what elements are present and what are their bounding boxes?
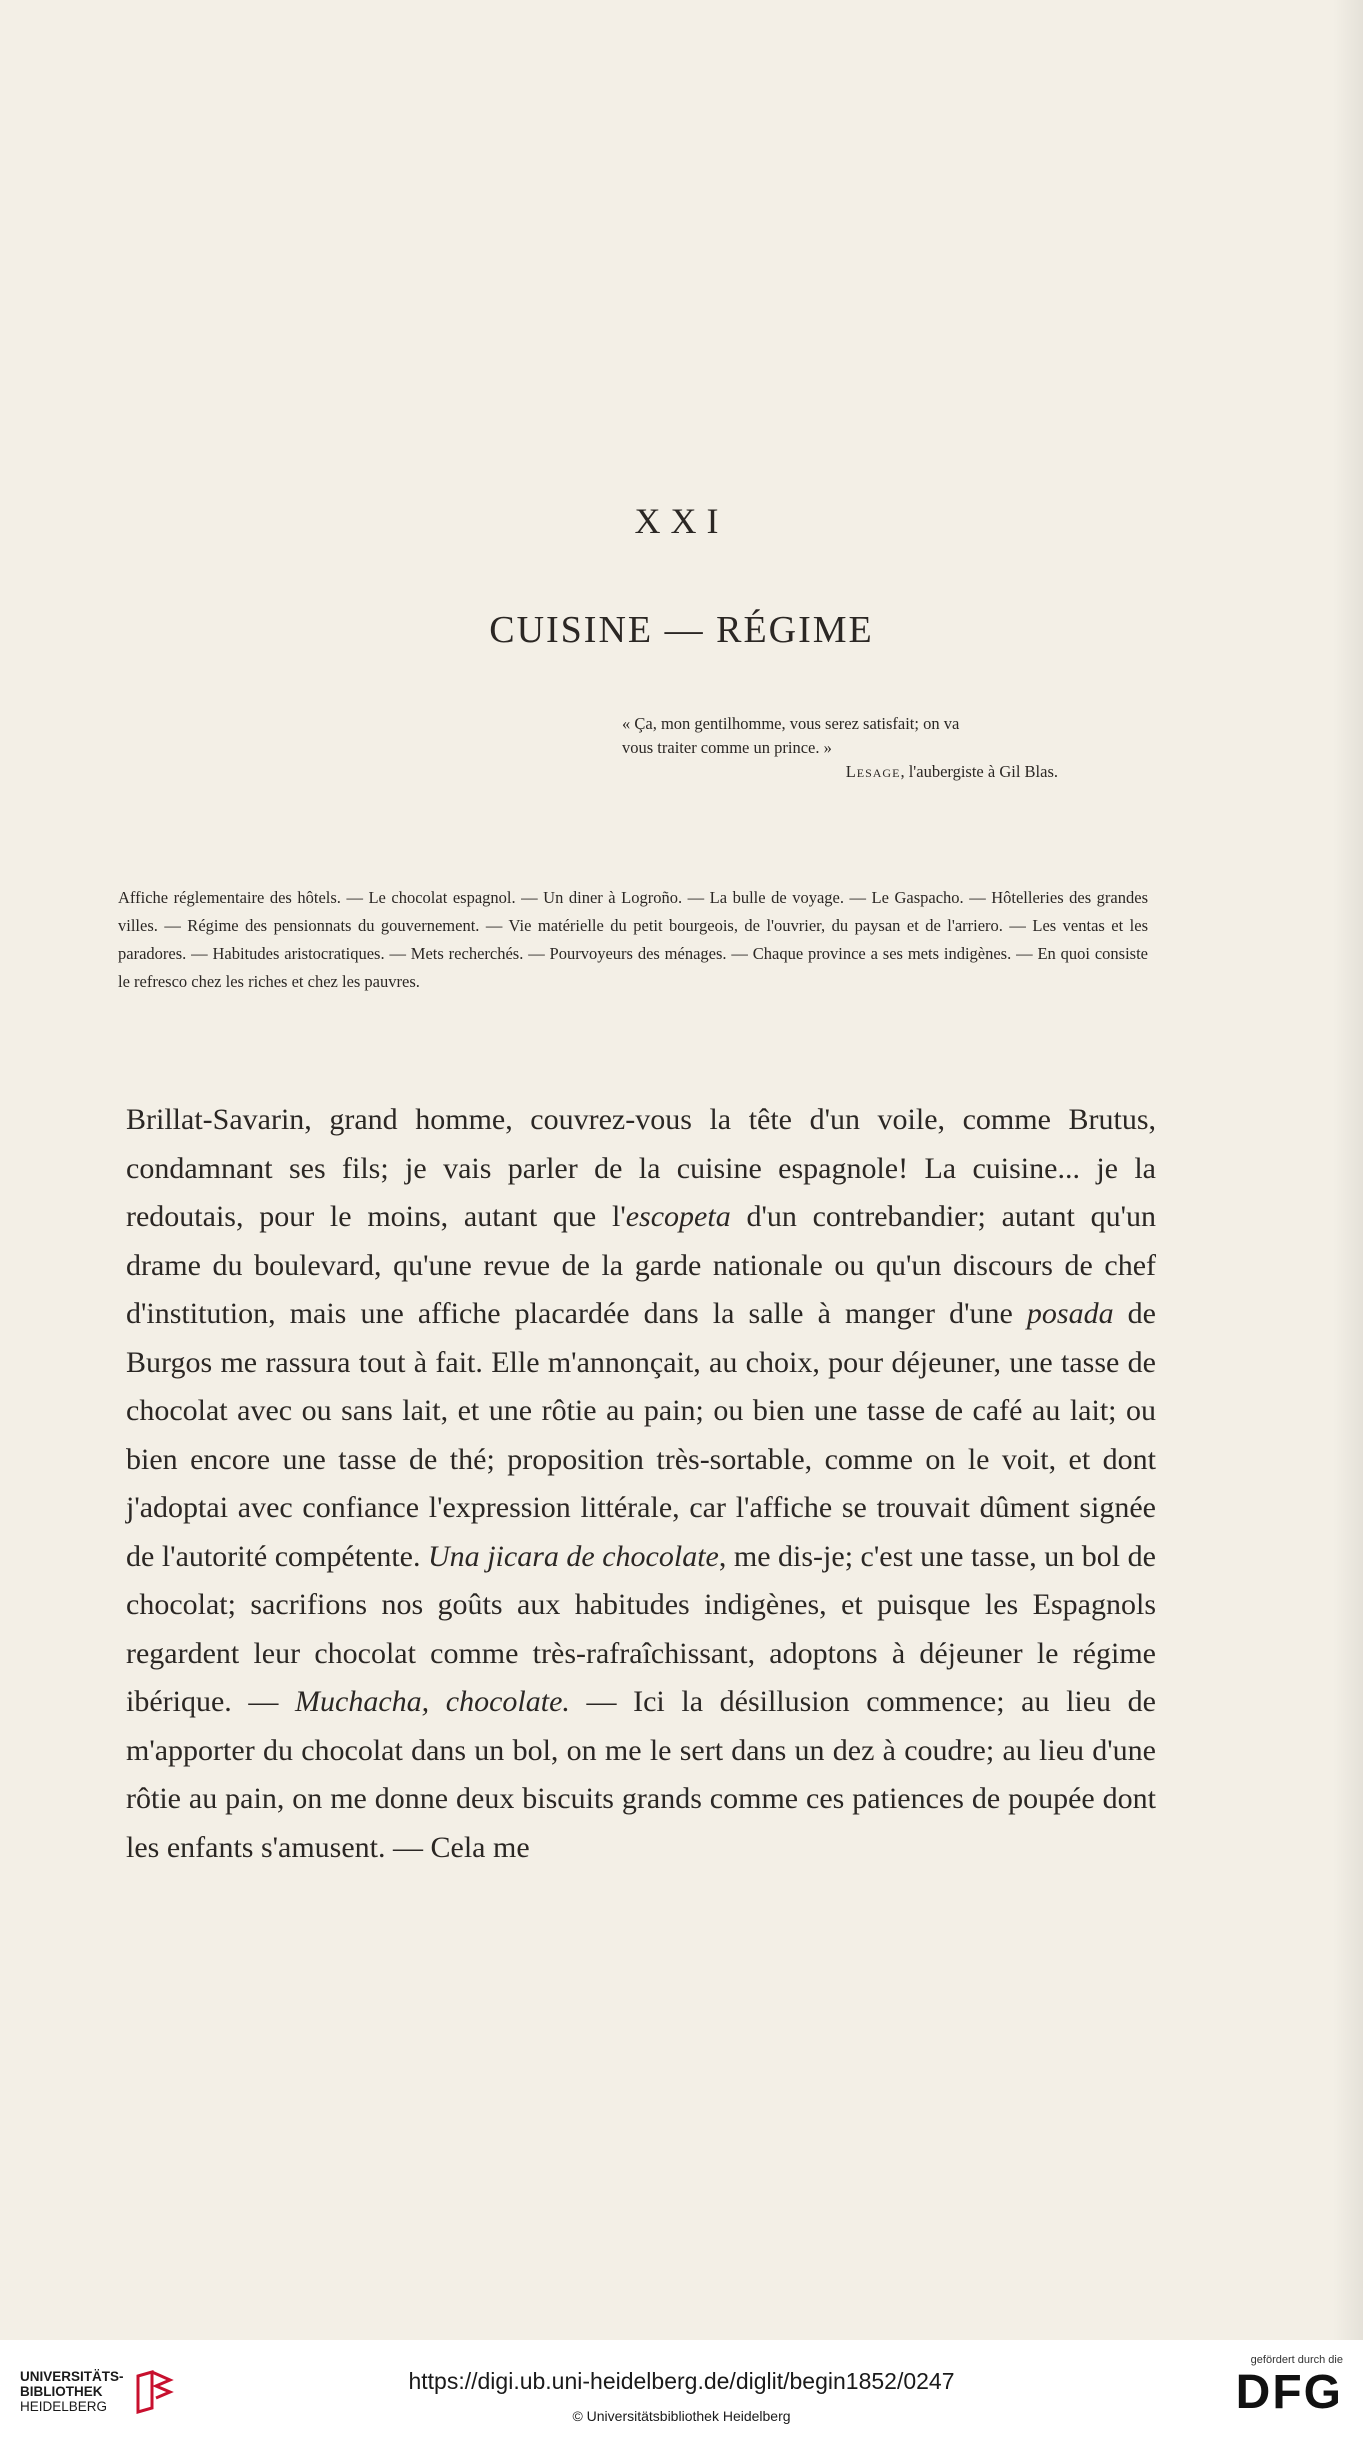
body-text-4: , me dis-je; c'est une tasse, un bol de chocolat; sacrifions nos goûts aux habitudes indigènes, et puisque les Espagnols regardent leur chocolat comme très-rafraîchissant, adoptons à déjeuner le régime ibérique. — xyxy=(126,1539,1156,1718)
chapter-number: XXI xyxy=(634,501,729,541)
epigraph-source: , l'aubergiste à Gil Blas. xyxy=(900,762,1058,781)
dfg-funded-by: gefördert durch die xyxy=(1250,2354,1343,2366)
body-text-2: d'un contrebandier; autant qu'un drame du boulevard, qu'une revue de la garde nationale ou qu'un discours de chef d'institution, mais une affiche placardée dans la salle à manger d'une xyxy=(126,1200,1157,1330)
epigraph-quote-line-1: « Ça, mon gentilhomme, vous serez satisfait; on va xyxy=(622,714,960,733)
body-text-5: — Ici la désillusion commence; au lieu de m'apporter du chocolat dans un bol, on me le sert dans un dez à coudre; au lieu d'une rôtie au pain, on me donne deux biscuits grands comme ces patiences de poupée dont les enfants s'amusent. — Cela me xyxy=(126,1685,1156,1864)
body-paragraph xyxy=(126,1096,1156,1872)
page-url-link[interactable]: https://digi.ub.uni-heidelberg.de/diglit/begin1852/0247 xyxy=(408,2368,955,2394)
epigraph xyxy=(622,712,1142,784)
dfg-logo[interactable] xyxy=(1236,2354,1343,2420)
chapter-title: CUISINE — RÉGIME xyxy=(489,609,874,651)
chapter-summary: Affiche réglementaire des hôtels. — Le chocolat espagnol. — Un diner à Logroño. — La bulle de voyage. — Le Gaspacho. — Hôtelleries des grandes villes. — Régime des pensionnats du gouvernement. — Vie matérielle du petit bourgeois, de l'ouvrier, du paysan et de l'arriero. — Les ventas et les paradores. — Habitudes aristocratiques. — Mets recherchés. — Pourvoyeurs des ménages. — Chaque province a ses mets indigènes. — En quoi consiste le refresco chez les riches et chez les pauvres. xyxy=(118,888,1148,991)
epigraph-quote-line-2: vous traiter comme un prince. » xyxy=(622,738,832,757)
italic-escopeta: escopeta xyxy=(625,1200,731,1233)
body-text-3: de Burgos me rassura tout à fait. Elle m'annonçait, au choix, pour déjeuner, une tasse de chocolat avec ou sans lait, et une rôtie au pain; ou bien une tasse de café au lait; ou bien encore une tasse de thé; proposition très-sortable, comme on le voit, et dont j'adoptai avec confiance l'expression littérale, car l'affiche se trouvait dûment signée de l'autorité compétente. xyxy=(126,1297,1156,1573)
italic-posada: posada xyxy=(1026,1297,1114,1330)
epigraph-attribution xyxy=(622,760,1142,784)
copyright-notice: © Universitätsbibliothek Heidelberg xyxy=(572,2408,791,2424)
dfg-wordmark: DFG xyxy=(1235,2366,1343,2419)
epigraph-author: Lesage xyxy=(845,762,901,781)
italic-jicara: Una jicara de chocolate xyxy=(428,1539,719,1573)
italic-muchacha: Muchacha, chocolate. xyxy=(295,1685,570,1718)
library-name-line-3: HEIDELBERG xyxy=(20,2398,108,2414)
library-name-line-1: UNIVERSITÄTS- xyxy=(20,2368,124,2384)
library-name-line-2: BIBLIOTHEK xyxy=(20,2383,103,2399)
viewer-footer xyxy=(0,2340,1363,2437)
body-text-1: Brillat-Savarin, grand homme, couvrez-vous la tête d'un voile, comme Brutus, condamnant ses fils; je vais parler de la cuisine espagnole! La cuisine... je la redoutais, pour le moins, autant que l' xyxy=(126,1103,1156,1233)
